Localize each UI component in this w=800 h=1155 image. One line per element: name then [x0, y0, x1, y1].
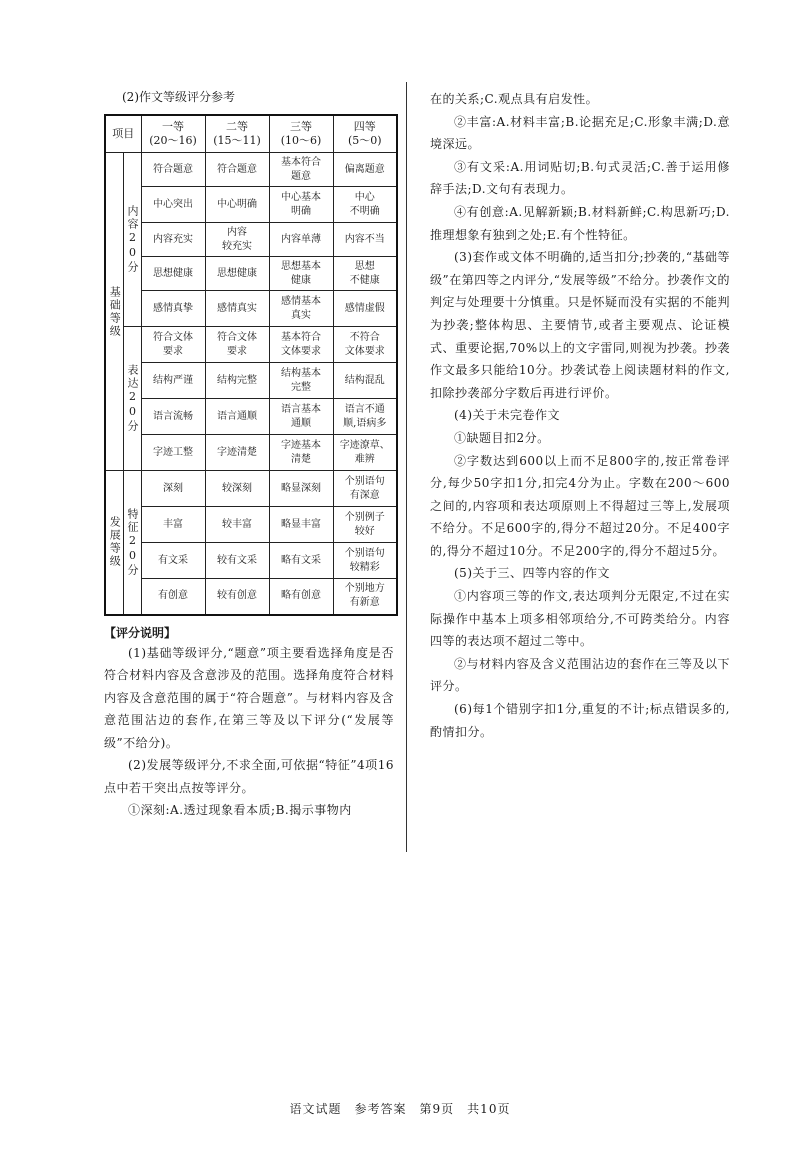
table-row — [105, 471, 397, 507]
table-cell: 符合文体 要求 — [205, 327, 269, 363]
table-cell: 字迹潦草、 难辨 — [333, 435, 397, 471]
table-cell: 略显丰富 — [269, 507, 333, 543]
note-paragraph: 在的关系;C.观点具有启发性。 — [430, 92, 599, 106]
table-row — [105, 399, 397, 435]
table-cell: 结构完整 — [205, 363, 269, 399]
table-cell: 字迹清楚 — [205, 435, 269, 471]
note-paragraph: (2)发展等级评分,不求全面,可依据“特征”4项16点中若干突出点按等评分。 — [104, 758, 394, 795]
table-row — [105, 435, 397, 471]
table-cell: 结构混乱 — [333, 363, 397, 399]
header-grade-4: 四等 (5～0) — [333, 115, 397, 153]
table-cell: 感情真挚 — [141, 291, 205, 327]
table-cell: 内容不当 — [333, 223, 397, 257]
table-cell: 符合文体 要求 — [141, 327, 205, 363]
expression-label: 表达20分 — [123, 327, 141, 471]
table-cell: 思想健康 — [205, 257, 269, 291]
table-cell: 个别语句 较精彩 — [333, 543, 397, 579]
table-cell: 中心基本 明确 — [269, 187, 333, 223]
table-cell: 内容单薄 — [269, 223, 333, 257]
note-paragraph: (1)基础等级评分,“题意”项主要看选择角度是否符合材料内容及含意涉及的范围。选择角度符合材料内容及含意范围的属于“符合题意”。与材料内容及含意范围沾边的套作,在第三等及以下评分(“发展等级”不给分)。 — [104, 645, 394, 750]
section-title: (2)作文等级评分参考 — [122, 90, 235, 104]
table-row — [105, 579, 397, 615]
table-cell: 结构严谨 — [141, 363, 205, 399]
table-cell: 丰富 — [141, 507, 205, 543]
table-cell: 中心明确 — [205, 187, 269, 223]
table-cell: 感情基本 真实 — [269, 291, 333, 327]
note-paragraph: ④有创意:A.见解新颖;B.材料新鲜;C.构思新巧;D.推理想象有独到之处;E.有个性特征。 — [430, 204, 730, 242]
table-cell: 符合题意 — [141, 153, 205, 187]
note-paragraph: ①缺题目扣2分。 — [454, 430, 550, 445]
table-row — [105, 153, 397, 187]
table-cell: 内容充实 — [141, 223, 205, 257]
table-row — [105, 187, 397, 223]
table-cell: 字迹工整 — [141, 435, 205, 471]
table-cell: 个别例子 较好 — [333, 507, 397, 543]
basic-level-label: 基础等级 — [105, 153, 123, 471]
table-row — [105, 291, 397, 327]
table-cell: 基本符合 文体要求 — [269, 327, 333, 363]
table-row — [105, 363, 397, 399]
header-grade-2: 二等 (15～11) — [205, 115, 269, 153]
table-cell: 较有文采 — [205, 543, 269, 579]
table-cell: 思想 不健康 — [333, 257, 397, 291]
table-cell: 略有文采 — [269, 543, 333, 579]
table-cell: 中心 不明确 — [333, 187, 397, 223]
table-cell: 略显深刻 — [269, 471, 333, 507]
page-footer: 语文试题 参考答案 第9页 共10页 — [289, 1102, 511, 1116]
table-cell: 有创意 — [141, 579, 205, 615]
note-paragraph: (6)每1个错别字扣1分,重复的不计;标点错误多的,酌情扣分。 — [430, 702, 730, 739]
header-grade-1: 一等 (20～16) — [141, 115, 205, 153]
note-paragraph: ②字数达到600以上而不足800字的,按正常卷评分,每少50字扣1分,扣完4分为止。字数在200～600之间的,内容项和表达项原则上不得超过三等上,发展项不给分。不足600字的,得分不超过20分。不足400字的,得分不超过10分。不足200字的,得分不超过5分。 — [430, 453, 730, 558]
table-header-row — [105, 115, 397, 153]
header-item: 项目 — [105, 115, 141, 153]
table-cell: 语言基本 通顺 — [269, 399, 333, 435]
table-row — [105, 223, 397, 257]
content-label: 内容20分 — [123, 153, 141, 327]
note-paragraph: ①深刻:A.透过现象看本质;B.揭示事物内 — [128, 803, 352, 817]
note-paragraph: ②与材料内容及含义范围沾边的套作在三等及以下评分。 — [430, 656, 730, 694]
note-paragraph: (5)关于三、四等内容的作文 — [454, 566, 610, 581]
notes-title: 【评分说明】 — [104, 625, 177, 640]
note-paragraph: ①内容项三等的作文,表达项判分无限定,不过在实际操作中基本上项多相邻项给分,不可跨类给分。内容四等的表达项不超过二等中。 — [430, 589, 730, 649]
table-cell: 符合题意 — [205, 153, 269, 187]
table-row — [105, 543, 397, 579]
table-cell: 思想基本 健康 — [269, 257, 333, 291]
table-cell: 较有创意 — [205, 579, 269, 615]
development-level-label: 发展等级 — [105, 471, 123, 615]
right-column — [430, 88, 730, 743]
table-row — [105, 507, 397, 543]
note-paragraph: ②丰富:A.材料丰富;B.论据充足;C.形象丰满;D.意境深远。 — [430, 114, 730, 152]
table-cell: 个别地方 有新意 — [333, 579, 397, 615]
table-cell: 内容 较充实 — [205, 223, 269, 257]
table-cell: 感情虚假 — [333, 291, 397, 327]
table-cell: 个别语句 有深意 — [333, 471, 397, 507]
note-paragraph: (3)套作或文体不明确的,适当扣分;抄袭的,“基础等级”在第四等之内评分,“发展等级”不给分。抄袭作文的判定与处理要十分慎重。只是怀疑而没有实据的不能判为抄袭;整体构思、主要情节,或者主要观点、论证模式、重要论据,70%以上的文字雷同,则视为抄袭。抄袭作文最多只能给10分。抄袭试卷上阅读题材料的作文,扣除抄袭部分字数后再进行评价。 — [430, 250, 731, 400]
grading-table — [104, 114, 398, 616]
table-row — [105, 257, 397, 291]
table-cell: 思想健康 — [141, 257, 205, 291]
table-cell: 中心突出 — [141, 187, 205, 223]
table-cell: 语言不通 顺,语病多 — [333, 399, 397, 435]
table-cell: 偏离题意 — [333, 153, 397, 187]
note-paragraph: (4)关于未完卷作文 — [454, 408, 560, 423]
left-column — [104, 88, 394, 822]
feature-label: 特征20分 — [123, 471, 141, 615]
table-cell: 较深刻 — [205, 471, 269, 507]
note-paragraph: ③有文采:A.用词贴切;B.句式灵活;C.善于运用修辞手法;D.文句有表现力。 — [430, 159, 730, 197]
table-cell: 语言流畅 — [141, 399, 205, 435]
table-cell: 结构基本 完整 — [269, 363, 333, 399]
table-cell: 略有创意 — [269, 579, 333, 615]
table-row — [105, 327, 397, 363]
table-cell: 不符合 文体要求 — [333, 327, 397, 363]
table-cell: 感情真实 — [205, 291, 269, 327]
table-cell: 较丰富 — [205, 507, 269, 543]
table-cell: 深刻 — [141, 471, 205, 507]
table-cell: 有文采 — [141, 543, 205, 579]
table-cell: 语言通顺 — [205, 399, 269, 435]
header-grade-3: 三等 (10～6) — [269, 115, 333, 153]
table-cell: 字迹基本 清楚 — [269, 435, 333, 471]
column-divider — [406, 82, 407, 852]
table-cell: 基本符合 题意 — [269, 153, 333, 187]
